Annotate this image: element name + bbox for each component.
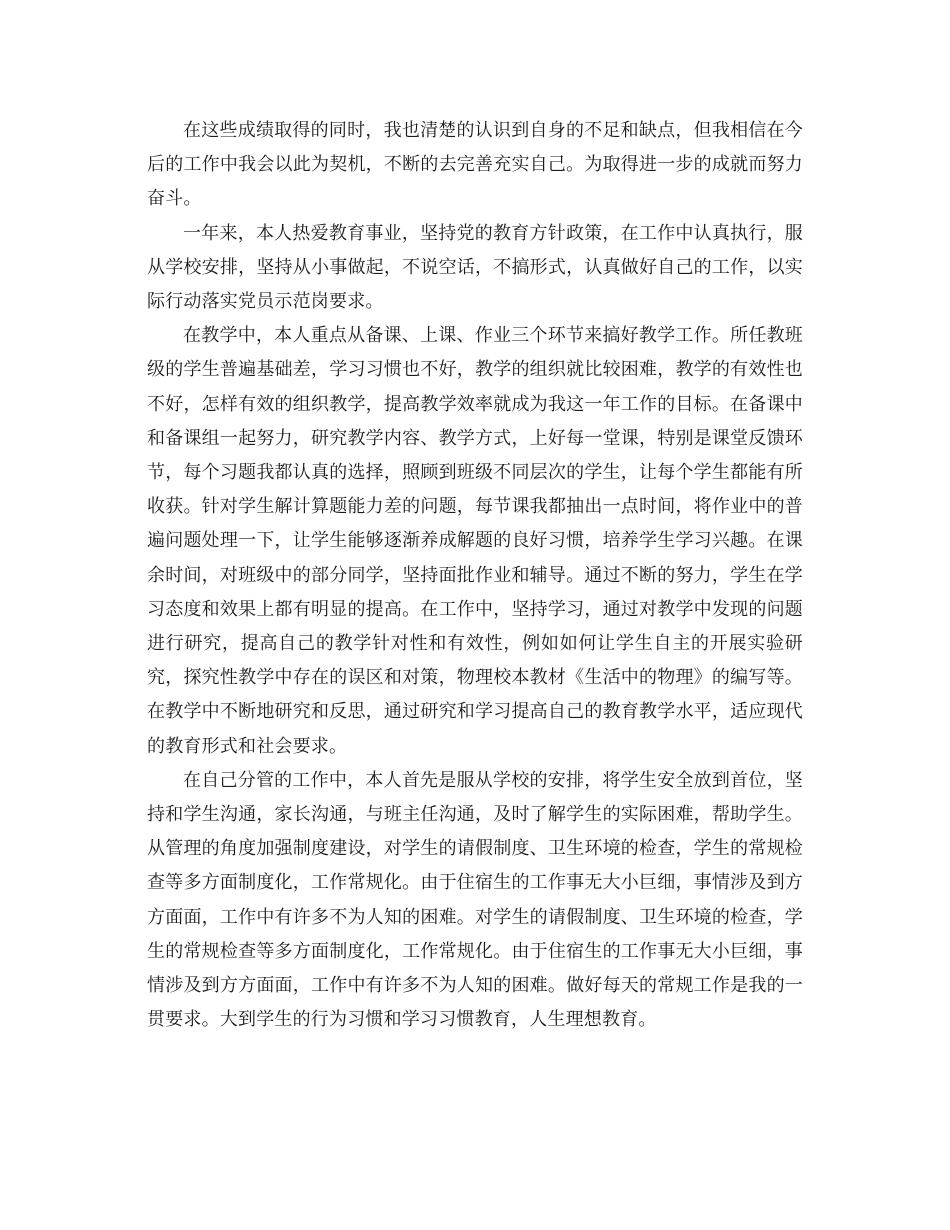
paragraph-3: 在教学中，本人重点从备课、上课、作业三个环节来搞好教学工作。所任教班级的学生普遍基础差，学习习惯也不好，教学的组织就比较困难，教学的有效性也不好，怎样有效的组织教学，提高教学效率就成为我这一年工作的目标。在备课中和备课组一起努力，研究教学内容、教学方式，上好每一堂课，特别是课堂反馈环节，每个习题我都认真的选择，照顾到班级不同层次的学生，让每个学生都能有所收获。针对学生解计算题能力差的问题，每节课我都抽出一点时间，将作业中的普遍问题处理一下，让学生能够逐渐养成解题的良好习惯，培养学生学习兴趣。在课余时间，对班级中的部分同学，坚持面批作业和辅导。通过不断的努力，学生在学习态度和效果上都有明显的提高。在工作中，坚持学习，通过对教学中发现的问题进行研究，提高自己的教学针对性和有效性，例如如何让学生自主的开展实验研究，探究性教学中存在的误区和对策，物理校本教材《生活中的物理》的编写等。在教学中不断地研究和反思，通过研究和学习提高自己的教育教学水平，适应现代的教育形式和社会要求。 — [147, 325, 803, 757]
document-body — [147, 114, 803, 1037]
paragraph-1: 在这些成绩取得的同时，我也清楚的认识到自身的不足和缺点，但我相信在今后的工作中我会以此为契机，不断的去完善充实自己。为取得进一步的成就而努力奋斗。 — [147, 120, 803, 210]
paragraph-2: 一年来，本人热爱教育事业，坚持党的教育方针政策，在工作中认真执行，服从学校安排，坚持从小事做起，不说空话，不搞形式，认真做好自己的工作，以实际行动落实党员示范岗要求。 — [147, 222, 803, 313]
paragraph-4: 在自己分管的工作中，本人首先是服从学校的安排，将学生安全放到首位，坚持和学生沟通，家长沟通，与班主任沟通，及时了解学生的实际困难，帮助学生。从管理的角度加强制度建设，对学生的请假制度、卫生环境的检查，学生的常规检查等多方面制度化，工作常规化。由于住宿生的工作事无大小巨细，事情涉及到方方面面，工作中有许多不为人知的困难。对学生的请假制度、卫生环境的检查，学生的常规检查等多方面制度化，工作常规化。由于住宿生的工作事无大小巨细，事情涉及到方方面面，工作中有许多不为人知的困难。做好每天的常规工作是我的一贯要求。大到学生的行为习惯和学习习惯教育，人生理想教育。 — [147, 769, 803, 1031]
